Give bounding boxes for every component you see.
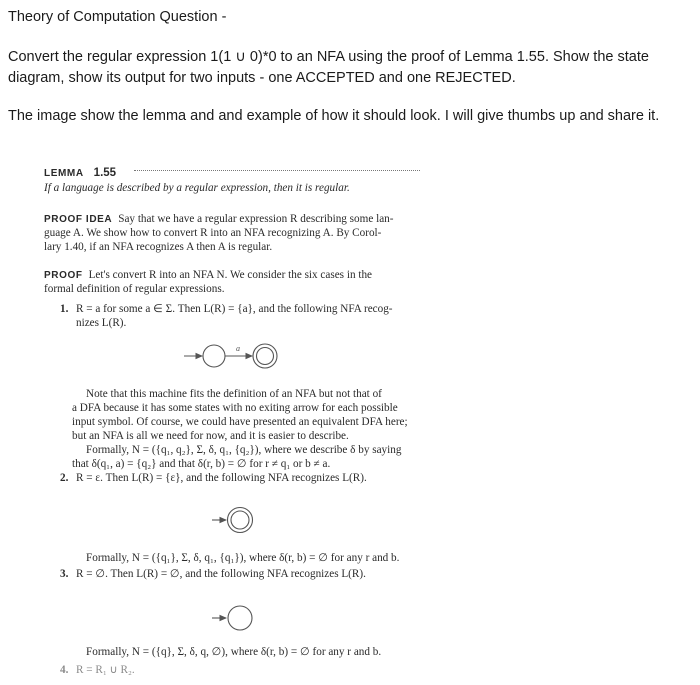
state-q [228, 606, 252, 630]
proof-idea-line-3: lary 1.40, if an NFA recognizes A then A is regular. [44, 241, 273, 253]
state-q1 [203, 345, 225, 367]
proof-idea-line-1: PROOF IDEA Say that we have a regular expression R describing some lan- [44, 213, 394, 225]
case-2-number: 2. [60, 472, 69, 484]
case-1-line-2: nizes L(R). [76, 317, 127, 329]
nfa-diagram-case-2 [206, 500, 266, 540]
proof-line-2: formal definition of regular expressions. [44, 283, 225, 295]
case-2-line-1: 2. R = ε. Then L(R) = {ε}, and the following NFA recognizes L(R). [60, 472, 367, 484]
proof-label: PROOF [44, 270, 83, 281]
case-1-note-1: Note that this machine fits the definition of an NFA but not that of [86, 388, 382, 400]
lemma-statement: If a language is described by a regular expression, then it is regular. [44, 182, 350, 194]
accept-ring [231, 511, 249, 529]
case-3-line-1: 3. R = ∅. Then L(R) = ∅, and the following NFA recognizes L(R). [60, 568, 366, 580]
proof-line-1: PROOF Let's convert R into an NFA N. We consider the six cases in the [44, 269, 372, 281]
transition-label: a [236, 344, 240, 353]
case-1-formal-1: Formally, N = ({q₁, q₂}, Σ, δ, q₁, {q₂}), where we describe δ by saying [86, 444, 402, 456]
question-line-1: Convert the regular expression 1(1 ∪ 0)*0 to an NFA using the proof of Lemma 1.55. Show the state [8, 49, 649, 65]
lemma-label: LEMMA [44, 168, 84, 179]
lemma-heading [44, 163, 116, 181]
proof-idea-line-2: guage A. We show how to convert R into an NFA recognizing A. By Corol- [44, 227, 382, 239]
case-1-formal-2: that δ(q₁, a) = {q₂} and that δ(r, b) = ∅ for r ≠ q₁ or b ≠ a. [72, 458, 331, 470]
lemma-rule [134, 170, 420, 171]
question-line-3: The image show the lemma and and example of how it should look. I will give thumbs up and share it. [8, 108, 660, 124]
question-title: Theory of Computation Question - [8, 9, 227, 25]
case-4-number: 4. [60, 664, 69, 676]
case-1-note-2: a DFA because it has some states with no exiting arrow for each possible [72, 402, 398, 414]
proof-idea-label: PROOF IDEA [44, 214, 113, 225]
accept-ring [257, 348, 274, 365]
case-2-formal: Formally, N = ({q₁}, Σ, δ, q₁, {q₁}), where δ(r, b) = ∅ for any r and b. [86, 552, 400, 564]
question-line-2: diagram, show its output for two inputs - one ACCEPTED and one REJECTED. [8, 70, 516, 86]
case-3-number: 3. [60, 568, 69, 580]
case-4-line-1: 4. R = R₁ ∪ R₂. [60, 664, 135, 676]
case-1-note-4: but an NFA is all we need for now, and it is easier to describe. [72, 430, 349, 442]
lemma-number: 1.55 [93, 167, 117, 179]
nfa-diagram-case-3 [206, 598, 266, 638]
case-1-line-1: 1. R = a for some a ∈ Σ. Then L(R) = {a}, and the following NFA recog- [60, 303, 393, 315]
case-1-number: 1. [60, 303, 69, 315]
case-3-formal: Formally, N = ({q}, Σ, δ, q, ∅), where δ(r, b) = ∅ for any r and b. [86, 646, 382, 658]
nfa-diagram-case-1 [176, 336, 286, 376]
case-1-note-3: input symbol. Of course, we could have presented an equivalent DFA here; [72, 416, 408, 428]
